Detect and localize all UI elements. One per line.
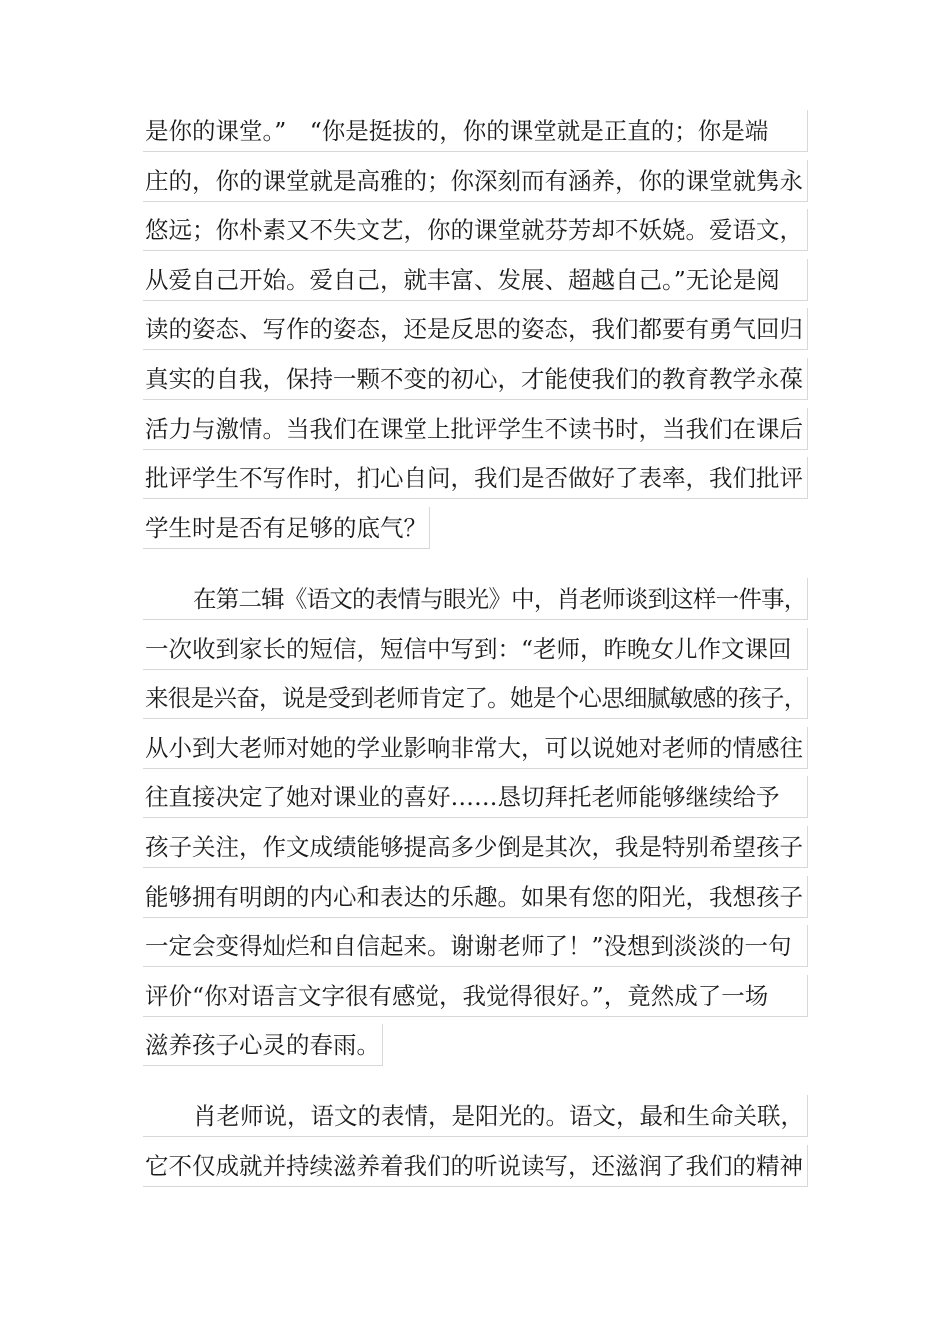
text-line: 学生时是否有足够的底气？ bbox=[143, 507, 808, 557]
text-line: 一次收到家长的短信，短信中写到：“老师，昨晚女儿作文课回 bbox=[143, 628, 808, 678]
text-line: 是你的课堂。” “你是挺拔的，你的课堂就是正直的；你是端 bbox=[143, 110, 808, 160]
paragraph-3 bbox=[143, 1095, 808, 1194]
text-line: 从小到大老师对她的学业影响非常大，可以说她对老师的情感往 bbox=[143, 727, 808, 777]
text-line: 来很是兴奋，说是受到老师肯定了。她是个心思细腻敏感的孩子， bbox=[143, 677, 808, 727]
text-line: 一定会变得灿烂和自信起来。谢谢老师了！”没想到淡淡的一句 bbox=[143, 925, 808, 975]
text-line: 孩子关注，作文成绩能够提高多少倒是其次，我是特别希望孩子 bbox=[143, 826, 808, 876]
text-line: 评价“你对语言文字很有感觉，我觉得很好。”，竟然成了一场 bbox=[143, 975, 808, 1025]
text-line: 能够拥有明朗的内心和表达的乐趣。如果有您的阳光，我想孩子 bbox=[143, 876, 808, 926]
text-line: 滋养孩子心灵的春雨。 bbox=[143, 1024, 808, 1074]
text-line: 往直接决定了她对课业的喜好……恳切拜托老师能够继续给予 bbox=[143, 776, 808, 826]
text-line: 在第二辑《语文的表情与眼光》中，肖老师谈到这样一件事， bbox=[143, 578, 808, 628]
text-line: 批评学生不写作时，扪心自问，我们是否做好了表率，我们批评 bbox=[143, 457, 808, 507]
paragraph-1 bbox=[143, 110, 808, 556]
text-line: 活力与激情。当我们在课堂上批评学生不读书时，当我们在课后 bbox=[143, 408, 808, 458]
text-line: 庄的，你的课堂就是高雅的；你深刻而有涵养，你的课堂就隽永 bbox=[143, 160, 808, 210]
paragraph-2 bbox=[143, 578, 808, 1074]
text-line: 悠远；你朴素又不失文艺，你的课堂就芬芳却不妖娆。爱语文， bbox=[143, 209, 808, 259]
text-line: 它不仅成就并持续滋养着我们的听说读写，还滋润了我们的精神 bbox=[143, 1145, 808, 1195]
text-line: 从爱自己开始。爱自己，就丰富、发展、超越自己。”无论是阅 bbox=[143, 259, 808, 309]
text-line: 肖老师说，语文的表情，是阳光的。语文，最和生命关联， bbox=[143, 1095, 808, 1145]
text-line: 真实的自我，保持一颗不变的初心，才能使我们的教育教学永葆 bbox=[143, 358, 808, 408]
text-line: 读的姿态、写作的姿态，还是反思的姿态，我们都要有勇气回归 bbox=[143, 308, 808, 358]
